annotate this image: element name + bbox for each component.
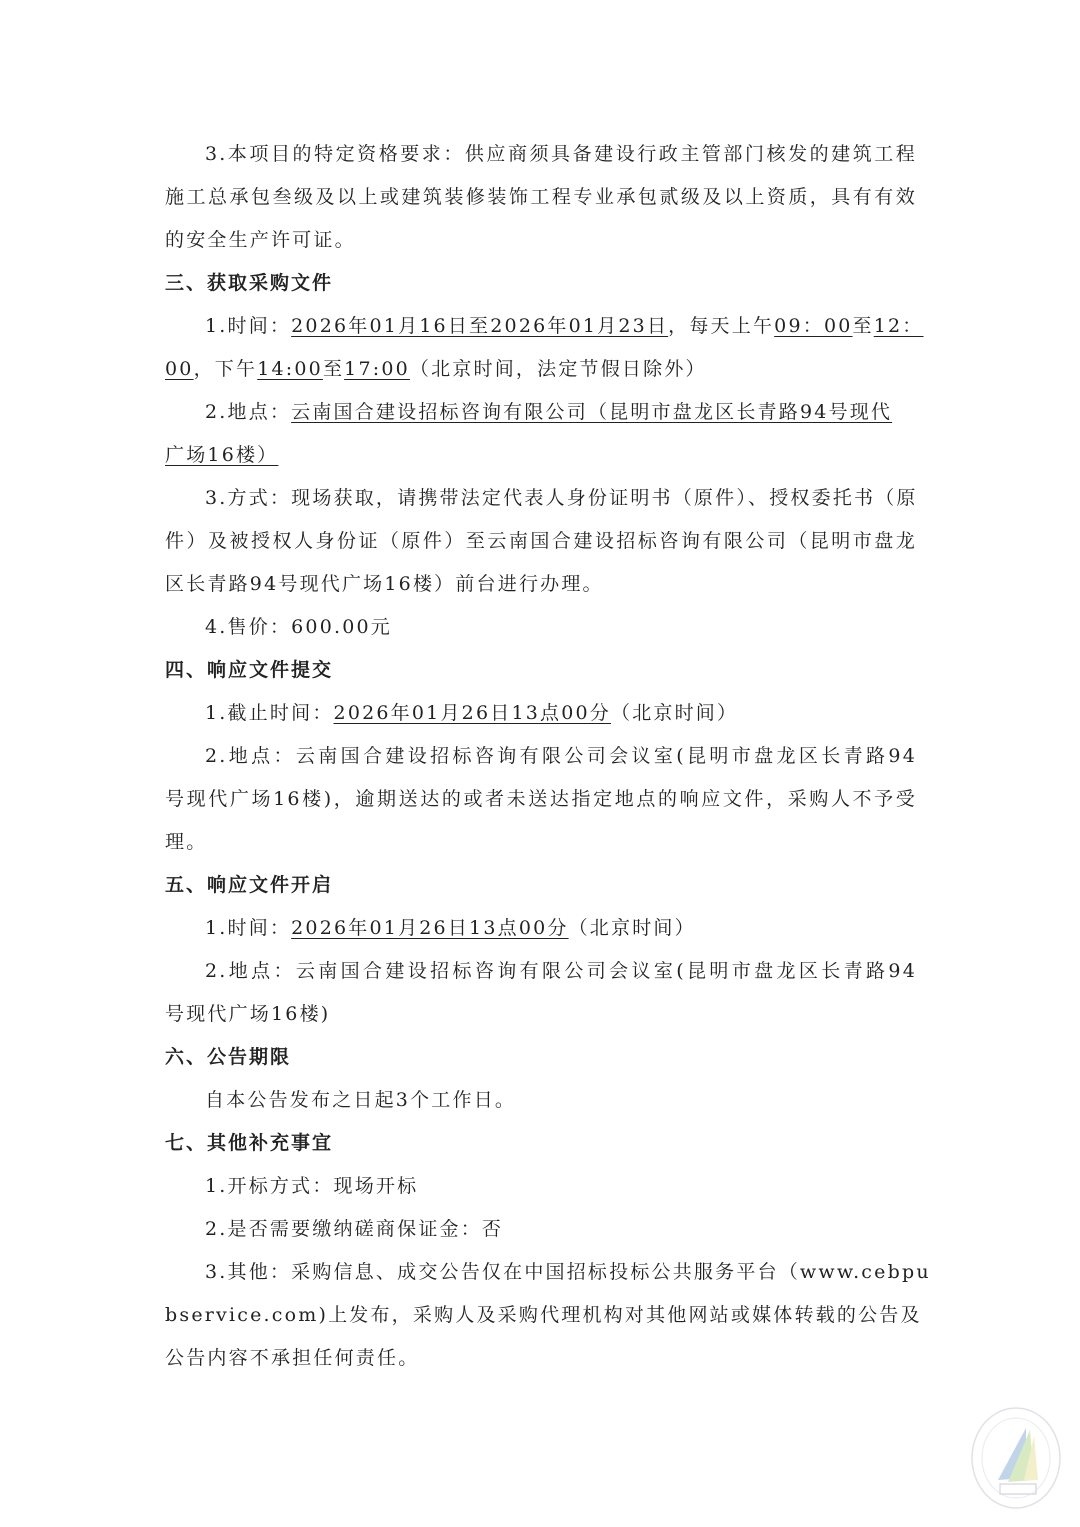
time-label: 1.时间： xyxy=(205,315,292,337)
pm-start: 14:00 xyxy=(257,358,323,380)
deadline xyxy=(205,699,917,727)
section-3-time-line-1 xyxy=(205,312,924,340)
deposit-required: 2.是否需要缴纳磋商保证金：否 xyxy=(205,1218,504,1240)
section-3-title: 三、获取采购文件 xyxy=(165,272,334,294)
open-time-note: （北京时间） xyxy=(568,917,696,939)
to-2: 至 xyxy=(322,358,345,380)
section-3-place-line-2 xyxy=(165,441,917,469)
place-value-1: 云南国合建设招标咨询有限公司（昆明市盘龙区长青路94号现代 xyxy=(291,401,893,423)
submit-place-line-3: 理。 xyxy=(165,831,208,853)
qualification-line-1: 3.本项目的特定资格要求：供应商须具备建设行政主管部门核发的建筑工程 xyxy=(205,143,917,165)
open-time-label: 1.时间： xyxy=(205,917,292,939)
deadline-value: 2026年01月26日13点00分 xyxy=(333,702,611,724)
time-mid: ，每天上午 xyxy=(668,315,775,337)
am-start: 09：00 xyxy=(774,315,853,337)
other-line-2: bservice.com)上发布，采购人及采购代理机构对其他网站或媒体转载的公告及 xyxy=(165,1304,922,1326)
pm-label: ，下午 xyxy=(193,358,258,380)
section-4-title: 四、响应文件提交 xyxy=(165,659,334,681)
to-1: 至 xyxy=(852,315,874,337)
qualification-line-3: 的安全生产许可证。 xyxy=(165,229,356,251)
method-line-2: 件）及被授权人身份证（原件）至云南国合建设招标咨询有限公司（昆明市盘龙 xyxy=(165,530,917,552)
date-range: 2026年01月16日至2026年01月23日 xyxy=(291,315,669,337)
section-3-place-line-1 xyxy=(205,398,917,426)
method-line-1: 3.方式：现场获取，请携带法定代表人身份证明书（原件）、授权委托书（原 xyxy=(205,487,918,509)
section-6-title: 六、公告期限 xyxy=(165,1046,292,1068)
deadline-note: （北京时间） xyxy=(611,702,739,724)
pm-end: 17:00 xyxy=(344,358,410,380)
submit-place-line-2: 号现代广场16楼)，逾期送达的或者未送达指定地点的响应文件，采购人不予受 xyxy=(165,788,917,810)
am-end-part2: 00 xyxy=(165,358,194,380)
bid-opening-method: 1.开标方式：现场开标 xyxy=(205,1175,419,1197)
school-sailboat-seal-icon xyxy=(968,1400,1064,1512)
method-line-3: 区长青路94号现代广场16楼）前台进行办理。 xyxy=(165,573,604,595)
am-end-part1: 12： xyxy=(873,315,924,337)
section-5-title: 五、响应文件开启 xyxy=(165,874,334,896)
open-place-line-1: 2.地点：云南国合建设招标咨询有限公司会议室(昆明市盘龙区长青路94 xyxy=(205,960,917,982)
price: 4.售价：600.00元 xyxy=(205,616,393,638)
deadline-label: 1.截止时间： xyxy=(205,702,334,724)
time-note: （北京时间，法定节假日除外） xyxy=(409,358,707,380)
section-3-time-line-2 xyxy=(165,355,917,383)
section-7-title: 七、其他补充事宜 xyxy=(165,1132,334,1154)
place-value-2: 广场16楼） xyxy=(165,444,279,466)
place-label: 2.地点： xyxy=(205,401,292,423)
open-time-value: 2026年01月26日13点00分 xyxy=(291,917,569,939)
open-time xyxy=(205,914,917,942)
other-line-3: 公告内容不承担任何责任。 xyxy=(165,1347,420,1369)
notice-period: 自本公告发布之日起3个工作日。 xyxy=(205,1089,517,1111)
open-place-line-2: 号现代广场16楼) xyxy=(165,1003,331,1025)
submit-place-line-1: 2.地点：云南国合建设招标咨询有限公司会议室(昆明市盘龙区长青路94 xyxy=(205,745,917,767)
qualification-line-2: 施工总承包叁级及以上或建筑装修装饰工程专业承包贰级及以上资质，具有有效 xyxy=(165,186,917,208)
other-line-1: 3.其他：采购信息、成交公告仅在中国招标投标公共服务平台（www.cebpu xyxy=(205,1261,931,1283)
